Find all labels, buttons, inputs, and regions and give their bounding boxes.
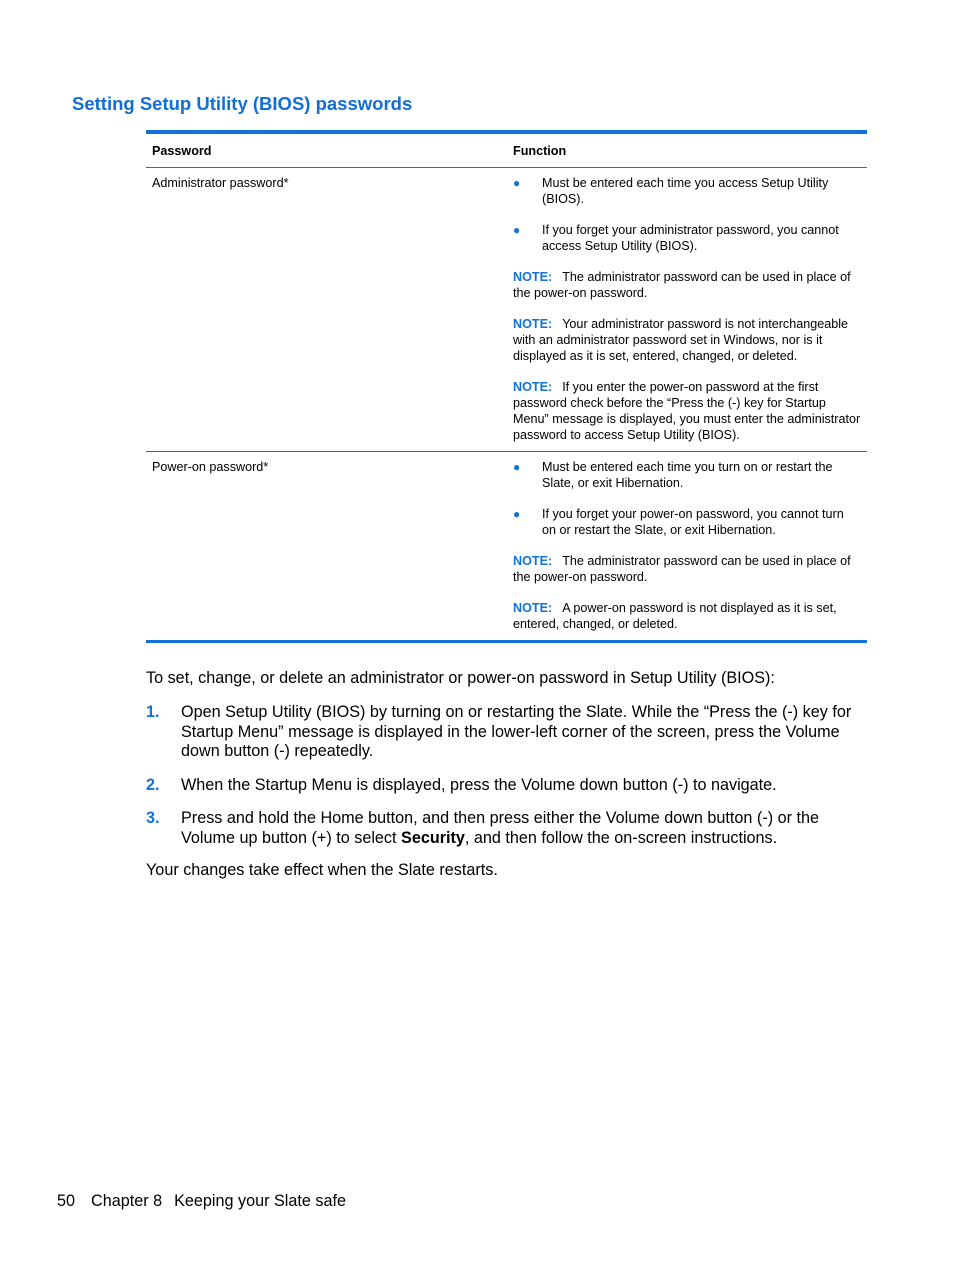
password-name: Power-on password* bbox=[152, 460, 269, 474]
step-number: 3. bbox=[146, 809, 160, 827]
security-term: Security bbox=[401, 828, 465, 847]
step-item bbox=[146, 703, 856, 762]
list-item: ● Must be entered each time you access Setup Utility (BIOS). bbox=[513, 176, 829, 206]
password-name: Administrator password* bbox=[152, 176, 289, 190]
note-label: NOTE: bbox=[513, 317, 553, 331]
list-item: ● If you forget your power-on password, you cannot turn on or restart the Slate, or exit Hibernation. bbox=[513, 507, 844, 537]
table-header-row bbox=[146, 132, 867, 168]
step-number: 1. bbox=[146, 703, 160, 721]
list-item: ● If you forget your administrator password, you cannot access Setup Utility (BIOS). bbox=[513, 223, 839, 253]
note-label: NOTE: bbox=[513, 601, 553, 615]
intro-paragraph: To set, change, or delete an administrator or power-on password in Setup Utility (BIOS): bbox=[146, 669, 775, 687]
header-function: Function bbox=[513, 144, 567, 158]
table-row bbox=[146, 452, 867, 642]
step-text: When the Startup Menu is displayed, press the Volume down button (-) to navigate. bbox=[181, 775, 777, 794]
bullet-icon: ● bbox=[513, 460, 521, 474]
note: NOTE: If you enter the power-on password at the first password check before the “Press the (-) key for Startup Menu” message is displayed, you must enter the administrator password to access Setup Utility (BIOS). bbox=[513, 380, 861, 442]
bullet-icon: ● bbox=[513, 507, 521, 521]
section-title: Setting Setup Utility (BIOS) passwords bbox=[72, 93, 413, 114]
note: NOTE: The administrator password can be used in place of the power-on password. bbox=[513, 270, 851, 300]
note: NOTE: The administrator password can be used in place of the power-on password. bbox=[513, 554, 851, 584]
step-item bbox=[146, 776, 856, 796]
function-cell bbox=[507, 168, 867, 452]
closing-paragraph: Your changes take effect when the Slate restarts. bbox=[146, 861, 498, 879]
note-label: NOTE: bbox=[513, 554, 553, 568]
step-item bbox=[146, 809, 856, 848]
function-cell bbox=[507, 452, 867, 642]
chapter-label: Chapter 8 bbox=[91, 1192, 163, 1210]
step-number: 2. bbox=[146, 775, 160, 794]
page-footer bbox=[57, 1192, 346, 1211]
table-row bbox=[146, 168, 867, 452]
bullet-icon: ● bbox=[513, 223, 521, 237]
header-password: Password bbox=[152, 144, 212, 158]
note-label: NOTE: bbox=[513, 380, 553, 394]
passwords-table bbox=[146, 130, 867, 643]
note-label: NOTE: bbox=[513, 270, 553, 284]
bullet-icon: ● bbox=[513, 176, 521, 190]
step-text: Press and hold the Home button, and then press either the Volume down button (-) or the Volume up button (+) to select Security, and then follow the on-screen instructions. bbox=[181, 809, 819, 847]
bullet-list bbox=[513, 459, 861, 538]
step-text: Open Setup Utility (BIOS) by turning on or restarting the Slate. While the “Press the (-) key for Startup Menu” message is displayed in the lower-left corner of the screen, press the Volume down button (-) repeatedly. bbox=[181, 703, 852, 760]
list-item: ● Must be entered each time you turn on or restart the Slate, or exit Hibernation. bbox=[513, 460, 833, 490]
page-number: 50 bbox=[57, 1192, 76, 1210]
chapter-title: Keeping your Slate safe bbox=[174, 1192, 346, 1210]
bullet-list bbox=[513, 175, 861, 254]
steps-list bbox=[146, 703, 856, 862]
note: NOTE: A power-on password is not displayed as it is set, entered, changed, or deleted. bbox=[513, 601, 837, 631]
note: NOTE: Your administrator password is not interchangeable with an administrator password set in Windows, nor is it displayed as it is set, entered, changed, or deleted. bbox=[513, 317, 849, 363]
